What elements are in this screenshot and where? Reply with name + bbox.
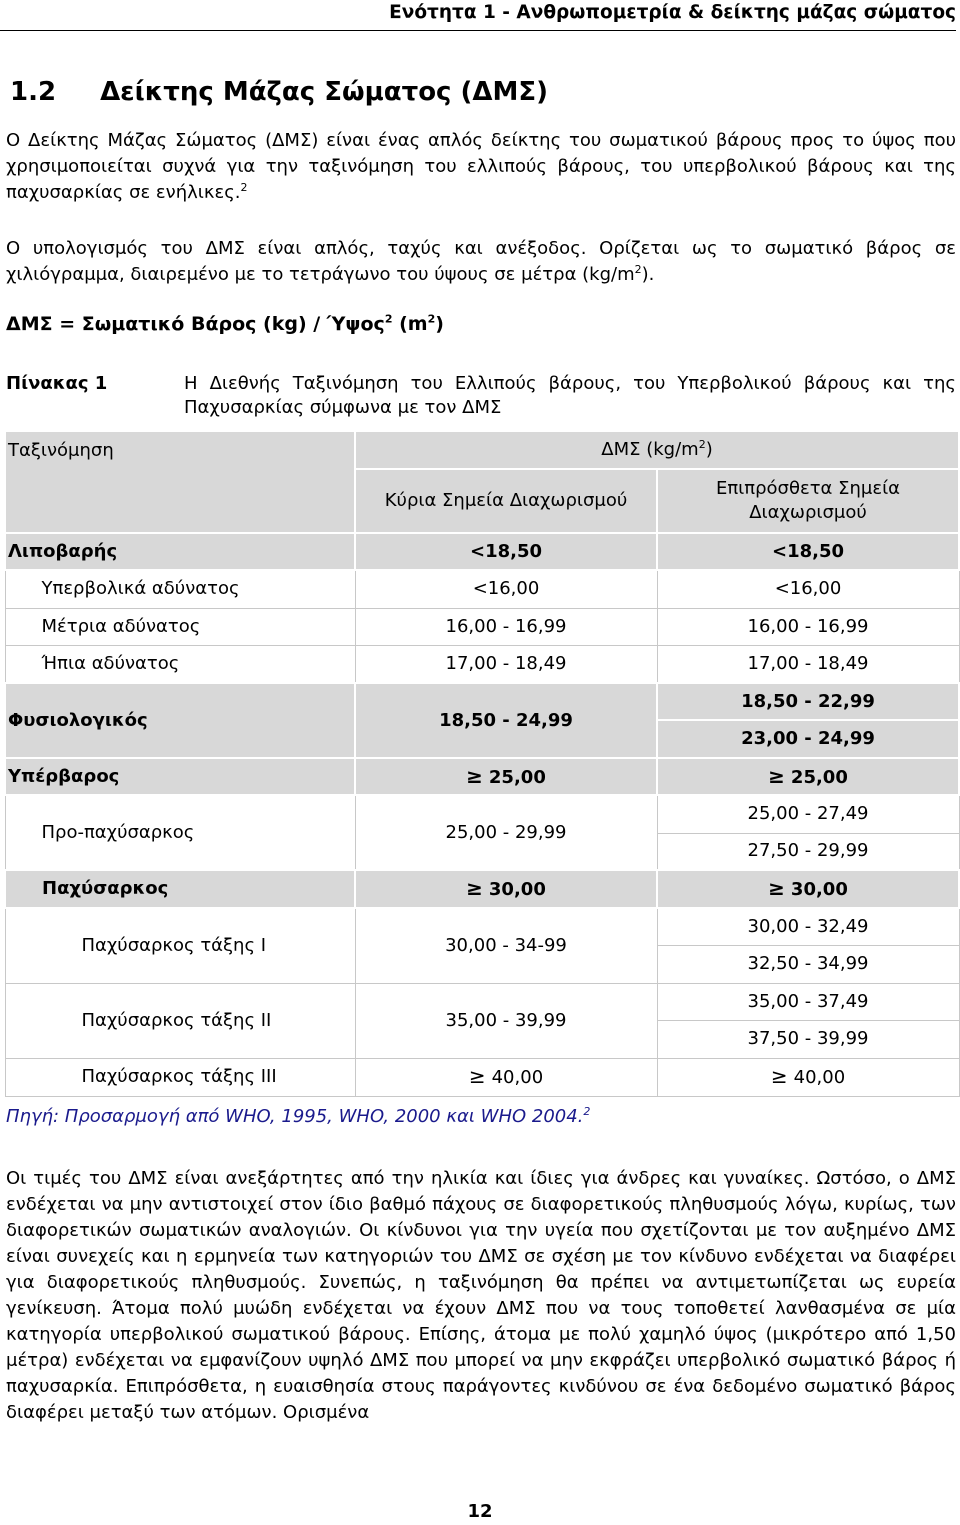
formula-sup: 2 (427, 312, 436, 326)
superscript: 2 (634, 263, 642, 276)
row-label: Μέτρια αδύνατος (5, 608, 355, 645)
table-source (6, 1104, 590, 1130)
ge-symbol: ≥ (466, 876, 483, 900)
ge-symbol: ≥ (768, 876, 785, 900)
row-label: Υπέρβαρος (5, 758, 355, 795)
main-value (355, 758, 657, 795)
main-value: 25,00 - 29,99 (355, 795, 657, 870)
table-row (5, 645, 959, 683)
bmi-classification-table (4, 430, 960, 1097)
intro-p1-text: Ο Δείκτης Μάζας Σώματος (ΔΜΣ) είναι ένας απλός δείκτης του σωματικού βάρους προς το ύψος που χρησιμοποιείται συχνά για την ταξινόμηση του ελλιπούς βάρους, του υπερβολικού βάρους και της παχυσαρκίας σε ενήλικες. (6, 130, 956, 203)
ge-symbol: ≥ (468, 1064, 486, 1088)
extra-value: 18,50 - 22,99 (657, 683, 959, 720)
section-number: 1.2 (10, 77, 57, 107)
extra-value: 23,00 - 24,99 (657, 720, 959, 758)
row-label: Παχύσαρκος τάξης Ι (5, 908, 355, 983)
ge-symbol: ≥ (466, 763, 483, 788)
intro-paragraph-1 (6, 128, 956, 206)
source-text: Πηγή: Προσαρμογή από WHO, 1995, WHO, 2000 και WHO 2004. (6, 1106, 584, 1127)
body-paragraph (6, 1166, 956, 1426)
intro-paragraph-2 (6, 236, 956, 288)
bmi-header-end: ) (705, 439, 713, 460)
table-row (5, 908, 959, 945)
running-header: Ενότητα 1 - Ανθρωπομετρία & δείκτης μάζας σώματος (0, 0, 956, 31)
extra-value: 32,50 - 34,99 (657, 945, 959, 983)
body-text: Οι τιμές του ΔΜΣ είναι ανεξάρτητες από την ηλικία και ίδιες για άνδρες και γυναίκες. Ωστόσο, ο ΔΜΣ ενδέχεται να μην αντιστοιχεί στον ίδιο βαθμό πάχους σε διαφορετικούς πληθυσμούς λόγω, κυρίως, των διαφορετικών σωματικών αναλογιών. Οι κίνδυνοι για την υγεία που σχετίζονται με τον αυξημένο ΔΜΣ είναι συνεχείς και η ερμηνεία των κατηγοριών του ΔΜΣ σε σχέση με τον κίνδυνο ενδέχεται να διαφέρει για διαφορετικούς πληθυσμούς. Συνεπώς, η ταξινόμηση θα πρέπει να αντιμετωπίζεται ως ευρεία γενίκευση. Άτομα πολύ μυώδη ενδέχεται να έχουν ΔΜΣ που να τους τοποθετεί λανθασμένα σε μία κατηγορία υπερβολικού σωματικού βάρους. Επίσης, άτομα με πολύ χαμηλό ύψος (μικρότερο από 1,50 μέτρα) ενδέχεται να εμφανίζουν υψηλό ΔΜΣ που μπορεί να μην εκφράζει υπερβολικό σωματικό βάρος ή παχυσαρκία. Επιπρόσθετα, η ευαισθησία στους παράγοντες κινδύνου σε ένα δεδομένο σωματικό βάρος διαφέρει μεταξύ των ατόμων. Ορισμένα (6, 1168, 956, 1423)
table-row (5, 683, 959, 720)
extra-value (657, 870, 959, 908)
main-value: <16,00 (355, 570, 657, 608)
footnote-ref: 2 (240, 181, 248, 194)
bmi-header (355, 431, 959, 469)
row-label: Παχύσαρκος τάξης ΙΙΙ (5, 1058, 355, 1096)
formula-part: ) (435, 313, 444, 335)
row-label: Παχύσαρκος (5, 870, 355, 908)
table-row (5, 608, 959, 645)
main-value: 16,00 - 16,99 (355, 608, 657, 645)
main-value: 30,00 - 34-99 (355, 908, 657, 983)
value-text: 25,00 (790, 766, 848, 788)
row-label: Παχύσαρκος τάξης ΙΙ (5, 983, 355, 1058)
main-value (355, 1058, 657, 1096)
table-row (5, 1058, 959, 1096)
extra-value: 25,00 - 27,49 (657, 795, 959, 833)
extra-value (657, 1058, 959, 1096)
page-number: 12 (467, 1501, 493, 1522)
row-label: Ήπια αδύνατος (5, 645, 355, 683)
row-label: Λιποβαρής (5, 533, 355, 570)
extra-value: 37,50 - 39,99 (657, 1020, 959, 1058)
value-text: 30,00 (790, 879, 848, 900)
value-text: 25,00 (488, 766, 546, 788)
extra-value (657, 758, 959, 795)
table-label: Πίνακας 1 (6, 373, 108, 394)
section-title (10, 76, 548, 108)
row-label: Φυσιολογικός (5, 683, 355, 758)
extra-value: 27,50 - 29,99 (657, 833, 959, 870)
additional-cutoffs-header: Επιπρόσθετα Σημεία Διαχωρισμού (657, 469, 959, 533)
bmi-formula (6, 310, 444, 338)
classification-header: Ταξινόμηση (5, 431, 355, 533)
value-text: 40,00 (793, 1067, 846, 1088)
table-row (5, 570, 959, 608)
formula-part: (m (392, 313, 428, 335)
extra-value: 17,00 - 18,49 (657, 645, 959, 683)
main-value: 17,00 - 18,49 (355, 645, 657, 683)
extra-value: 30,00 - 32,49 (657, 908, 959, 945)
main-value: <18,50 (355, 533, 657, 570)
row-label: Προ-παχύσαρκος (5, 795, 355, 870)
main-cutoffs-header: Κύρια Σημεία Διαχωρισμού (355, 469, 657, 533)
bmi-header-text: ΔΜΣ (kg/m (601, 439, 699, 460)
value-text: 40,00 (491, 1067, 544, 1088)
extra-value: <18,50 (657, 533, 959, 570)
extra-value: 35,00 - 37,49 (657, 983, 959, 1020)
footnote-ref: 2 (583, 1105, 591, 1118)
formula-part: ΔΜΣ = Σωματικό Βάρος (kg) / Ύψος (6, 313, 385, 335)
table-row (5, 870, 959, 908)
table-row (5, 533, 959, 570)
intro-p2-text: Ο υπολογισμός του ΔΜΣ είναι απλός, ταχύς και ανέξοδος. Ορίζεται ως το σωματικό βάρος σε χιλιόγραμμα, διαιρεμένο με το τετράγωνο του ύψους σε μέτρα (kg/m (6, 238, 956, 285)
intro-p2-end: ). (641, 264, 655, 285)
main-value: 18,50 - 24,99 (355, 683, 657, 758)
main-value: 35,00 - 39,99 (355, 983, 657, 1058)
section-title-text: Δείκτης Μάζας Σώματος (ΔΜΣ) (100, 77, 549, 107)
main-value (355, 870, 657, 908)
row-label: Υπερβολικά αδύνατος (5, 570, 355, 608)
formula-sup: 2 (384, 312, 393, 326)
table-row (5, 983, 959, 1020)
value-text: 30,00 (488, 879, 546, 900)
ge-symbol: ≥ (770, 1064, 788, 1088)
extra-value: <16,00 (657, 570, 959, 608)
ge-symbol: ≥ (768, 763, 785, 788)
table-row (5, 758, 959, 795)
table-caption: Η Διεθνής Ταξινόμηση του Ελλιπούς βάρους, του Υπερβολικού βάρους και της Παχυσαρκίας σύμφωνα με τον ΔΜΣ (184, 373, 956, 418)
table-row (5, 795, 959, 833)
extra-value: 16,00 - 16,99 (657, 608, 959, 645)
bmi-header-sup: 2 (698, 438, 706, 451)
